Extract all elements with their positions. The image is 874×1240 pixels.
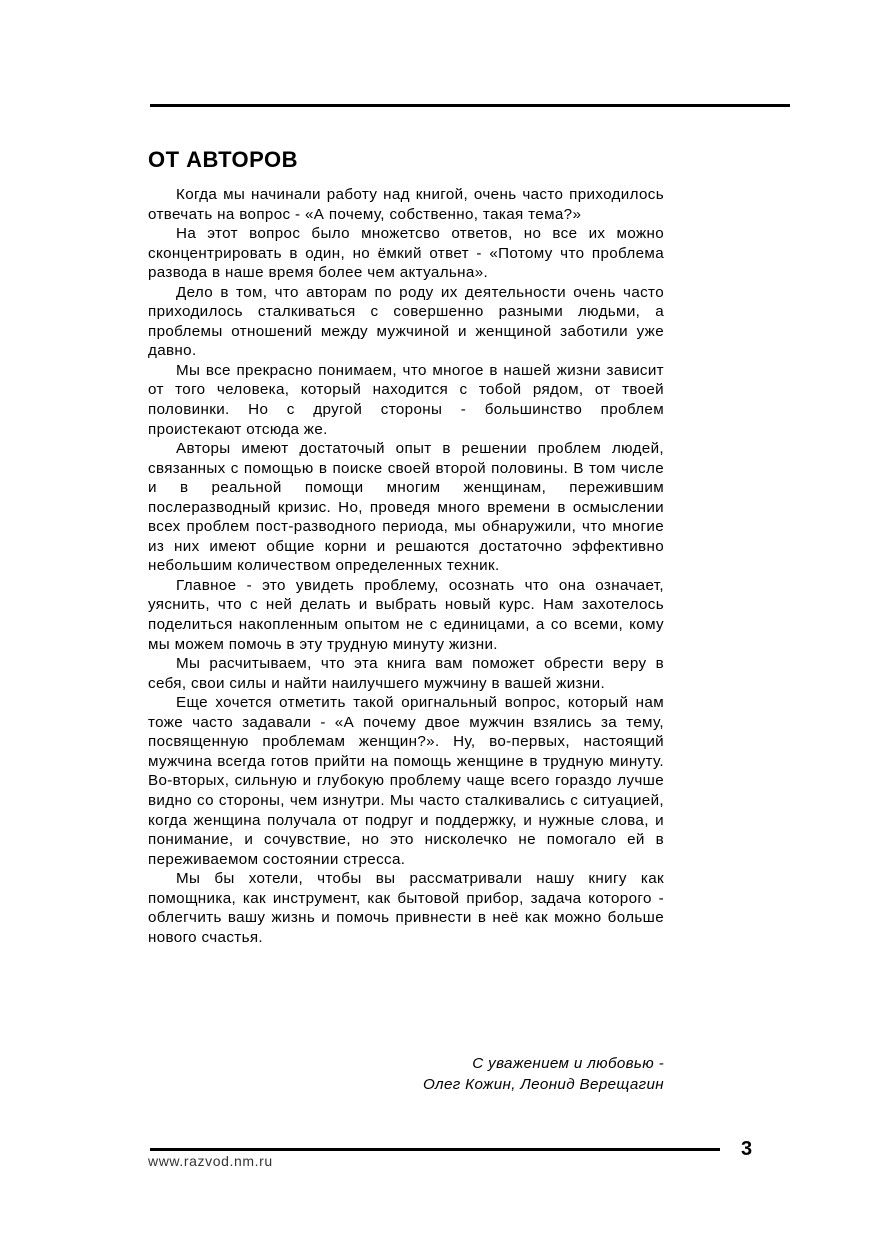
signature-greeting: С уважением и любовью - [472,1055,664,1072]
paragraph: Главное - это увидеть проблему, осознать что она означает, уяснить, что с ней делать и выбрать новый курс. Нам захотелось поделиться накопленным опытом не с единицами, а со всеми, кому мы можем помочь в эту трудную минуту жизни. [148,576,664,653]
paragraph: Когда мы начинали работу над книгой, очень часто приходилось отвечать на вопрос - «А почему, собственно, такая тема?» [148,186,664,223]
paragraph: На этот вопрос было множетсво ответов, но все их можно сконцентрировать в один, но ёмкий ответ - «Потому что проблема развода в наше время более чем актуальна». [148,225,664,282]
header-rule [150,104,790,107]
page-number: 3 [741,1138,753,1160]
page-title: ОТ АВТОРОВ [148,147,298,172]
paragraph: Авторы имеют достаточый опыт в решении проблем людей, связанных с помощью в поиске своей второй половины. В том числе и в реальной помощи многим женщинам, пережившим послеразводный кризис. Но, проведя много времени в осмыслении всех проблем пост-разводного периода, мы обнаружили, что многие из них имеют общие корни и решаются достаточно эффективно небольшим количеством определенных техник. [148,440,664,575]
paragraph: Мы все прекрасно понимаем, что многое в нашей жизни зависит от того человека, который находится с тобой рядом, от твоей половинки. Но с другой стороны - большинство проблем проистекают отсюда же. [148,361,664,438]
body-text [148,185,664,947]
paragraph: Мы расчитываем, что эта книга вам поможет обрести веру в себя, свои силы и найти наилучшего мужчину в вашей жизни. [148,655,664,692]
paragraph: Дело в том, что авторам по роду их деятельности очень часто приходилось сталкиваться с совершенно разными людьми, а проблемы отношений между мужчиной и женщиной заботили уже давно. [148,283,664,360]
signature [148,1053,664,1095]
footer-rule [150,1148,720,1151]
paragraph: Еще хочется отметить такой оригнальный вопрос, который нам тоже часто задавали - «А почему двое мужчин взялись за тему, посвященную проблемам женщин?». Ну, во-первых, настоящий мужчина всегда готов прийти на помощь женщине в трудную минуту. Во-вторых, сильную и глубокую проблему чаще всего гораздо лучше видно со стороны, чем изнутри. Мы часто сталкивались с ситуацией, когда женщина получала от подруг и поддержку, и нужные слова, и понимание, и сочувствие, но это нисколечко не помогало ей в переживаемом состоянии стресса. [148,694,664,868]
footer-url: www.razvod.nm.ru [148,1153,273,1169]
paragraph: Мы бы хотели, чтобы вы рассматривали нашу книгу как помощника, как инструмент, как бытовой прибор, задача которого - облегчить вашу жизнь и помочь привнести в неё как можно больше нового счастья. [148,870,664,946]
signature-authors: Олег Кожин, Леонид Верещагин [423,1076,664,1093]
